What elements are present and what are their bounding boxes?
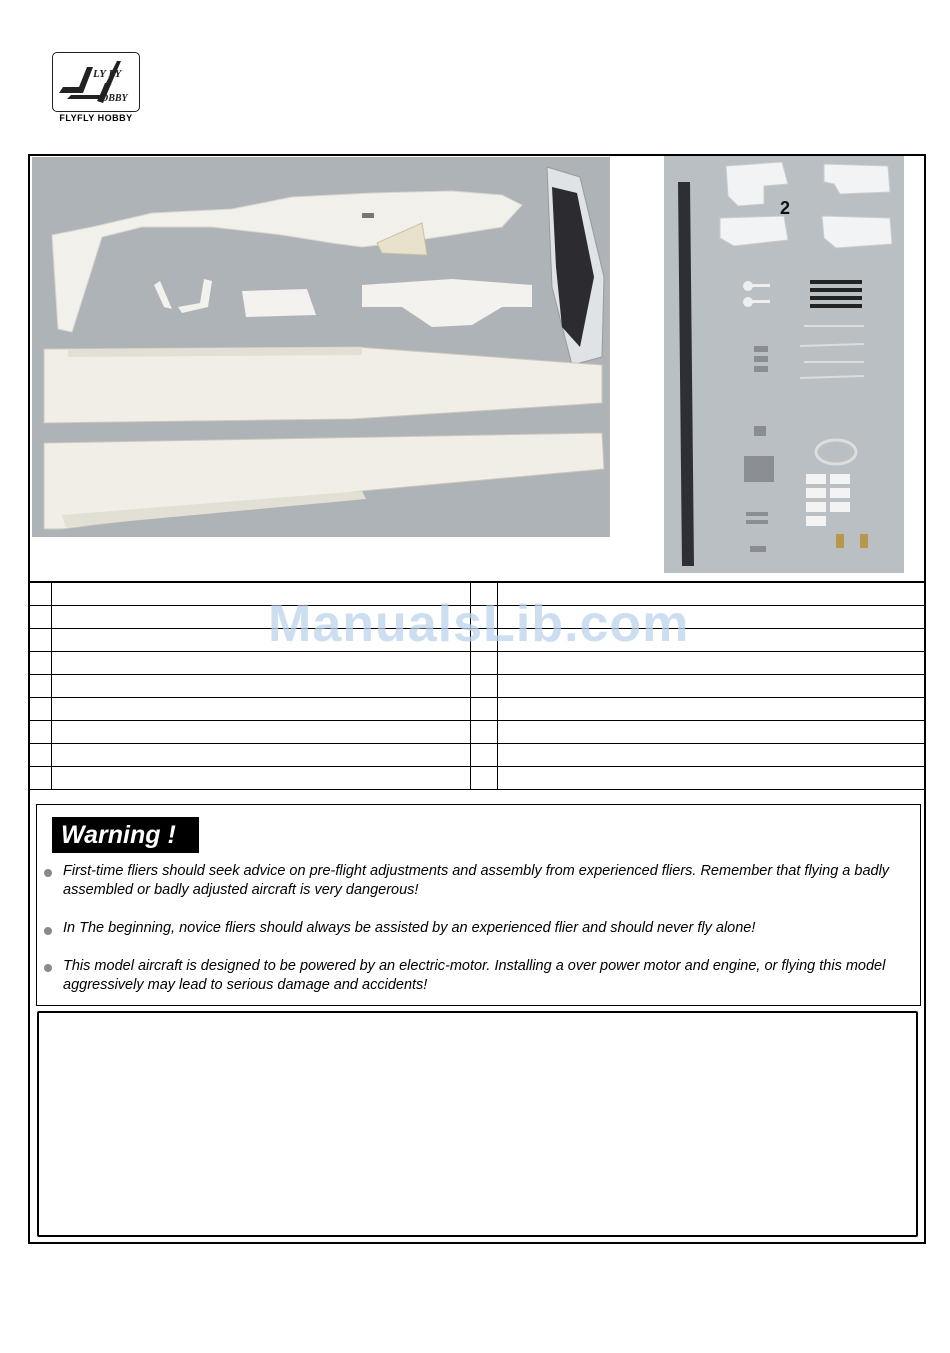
table-cell [29, 606, 52, 629]
table-cell [52, 698, 471, 721]
brand-name: FLYFLY HOBBY [59, 113, 133, 123]
table-cell [498, 744, 926, 767]
table-row [29, 652, 926, 675]
bullet-icon [44, 927, 52, 935]
table-cell [52, 767, 471, 790]
warning-item: First-time fliers should seek advice on pre-flight adjustments and assembly from experienced fliers. Remember that flying a badly assembled or badly adjusted aircraft is very dangerous! [63, 863, 890, 898]
table-cell [29, 652, 52, 675]
table-cell [471, 652, 498, 675]
table-cell [471, 721, 498, 744]
table-row [29, 744, 926, 767]
table-cell [471, 744, 498, 767]
table-cell [52, 744, 471, 767]
svg-text:OBBY: OBBY [101, 93, 128, 104]
table-cell [498, 721, 926, 744]
table-cell [52, 721, 471, 744]
table-cell [29, 698, 52, 721]
hardware-parts-photo [664, 156, 904, 573]
table-row [29, 698, 926, 721]
table-cell [498, 652, 926, 675]
table-cell [471, 675, 498, 698]
table-cell [29, 582, 52, 606]
table-cell [471, 698, 498, 721]
table-cell [498, 698, 926, 721]
logo-mark [52, 52, 140, 112]
glider-parts-photo [32, 157, 610, 537]
table-cell [498, 675, 926, 698]
warning-item: This model aircraft is designed to be powered by an electric-motor. Installing a over power motor and engine, or flying this model aggressively may lead to serious damage and accidents! [63, 958, 886, 993]
table-row [29, 675, 926, 698]
table-cell [29, 629, 52, 652]
table-cell [471, 767, 498, 790]
table-row [29, 721, 926, 744]
watermark: ManualsLib.com [268, 595, 690, 653]
table-cell [52, 652, 471, 675]
table-cell [498, 767, 926, 790]
svg-text:LY LY: LY LY [93, 68, 122, 80]
table-cell [52, 675, 471, 698]
bullet-icon [44, 869, 52, 877]
warning-item: In The beginning, novice fliers should always be assisted by an experienced flier and should never fly alone! [63, 920, 756, 936]
table-row [29, 767, 926, 790]
photo-label: 2 [780, 198, 791, 218]
brand-logo [52, 52, 140, 124]
table-cell [29, 767, 52, 790]
table-cell [29, 675, 52, 698]
table-cell [29, 744, 52, 767]
bullet-icon [44, 964, 52, 972]
table-cell [29, 721, 52, 744]
warning-title: Warning ! [52, 817, 199, 853]
notes-box [37, 1011, 918, 1237]
